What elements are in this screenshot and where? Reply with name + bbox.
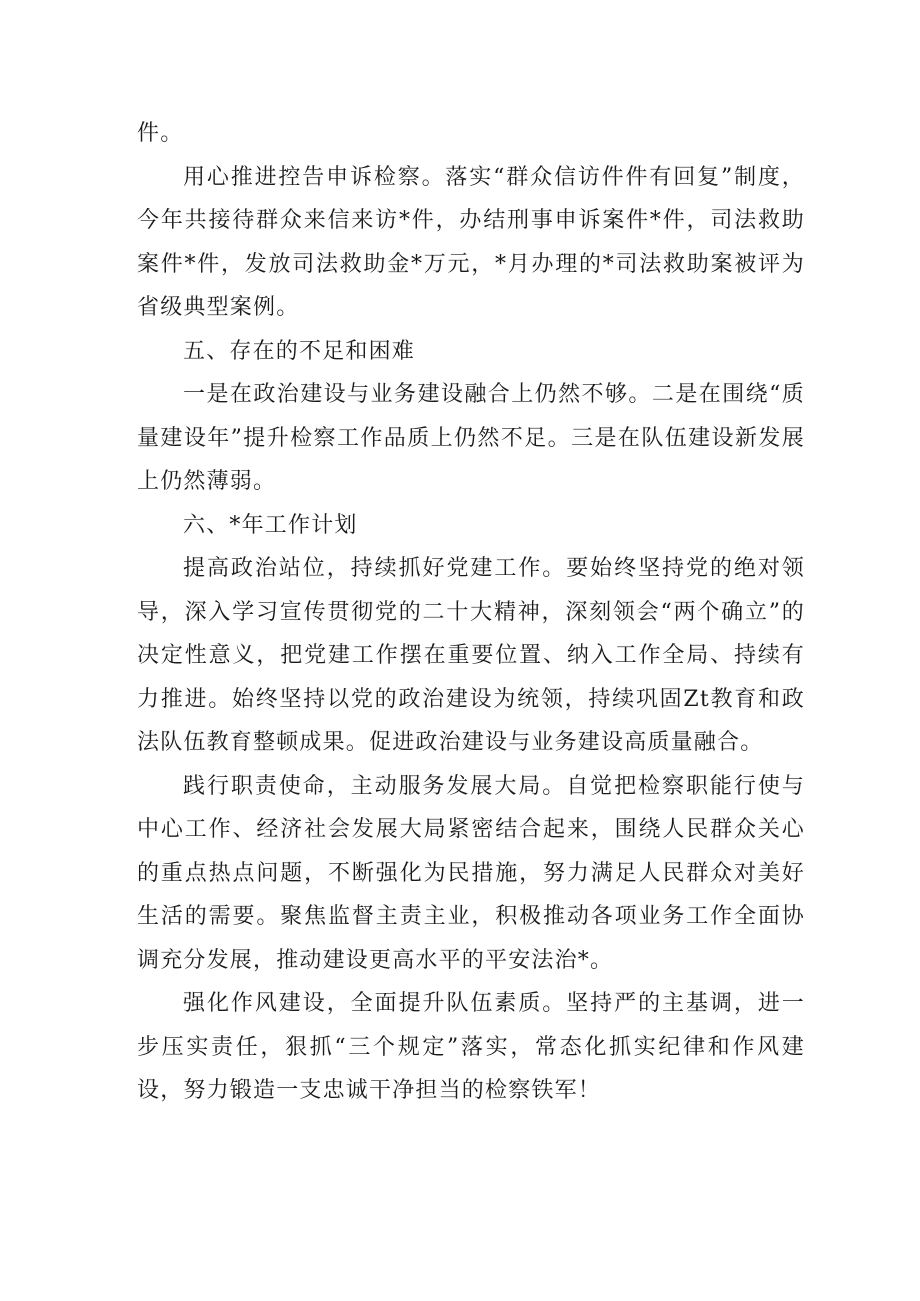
section-heading-work-plan: 六、*年工作计划: [183, 512, 358, 538]
paragraph-shortcomings: 一是在政治建设与业务建设融合上仍然不够。二是在围绕“质量建设年”提升检察工作品质上仍然不足。三是在队伍建设新发展上仍然薄弱。: [137, 382, 805, 494]
paragraph-continuation: 件。: [137, 121, 184, 146]
paragraph-complaint-appeal: 用心推进控告申诉检察。落实“群众信访件件有回复”制度，今年共接待群众来信来访*件，办结刑事申诉案件*件，司法救助案件*件，发放司法救助金*万元，*月办理的*司法救助案被评为省级典型案例。: [137, 164, 805, 320]
document-body: [137, 112, 805, 1113]
paragraph-work-style: 强化作风建设，全面提升队伍素质。坚持严的主基调，进一步压实责任，狠抓“三个规定”落实，常态化抓实纪律和作风建设，努力锻造一支忠诚干净担当的检察铁军！: [137, 991, 805, 1103]
section-heading-shortcomings: 五、存在的不足和困难: [183, 338, 416, 364]
paragraph-service-development: 践行职责使命，主动服务发展大局。自觉把检察职能行使与中心工作、经济社会发展大局紧密结合起来，围绕人民群众关心的重点热点问题，不断强化为民措施，努力满足人民群众对美好生活的需要。聚焦监督主责主业，积极推动各项业务工作全面协调充分发展，推动建设更高水平的平安法治*。: [137, 773, 805, 973]
paragraph-party-building: 提高政治站位，持续抓好党建工作。要始终坚持党的绝对领导，深入学习宣传贯彻党的二十大精神，深刻领会“两个确立”的决定性意义，把党建工作摆在重要位置、纳入工作全局、持续有力推进。始终坚持以党的政治建设为统领，持续巩固Zt教育和政法队伍教育整顿成果。促进政治建设与业务建设高质量融合。: [137, 556, 805, 755]
